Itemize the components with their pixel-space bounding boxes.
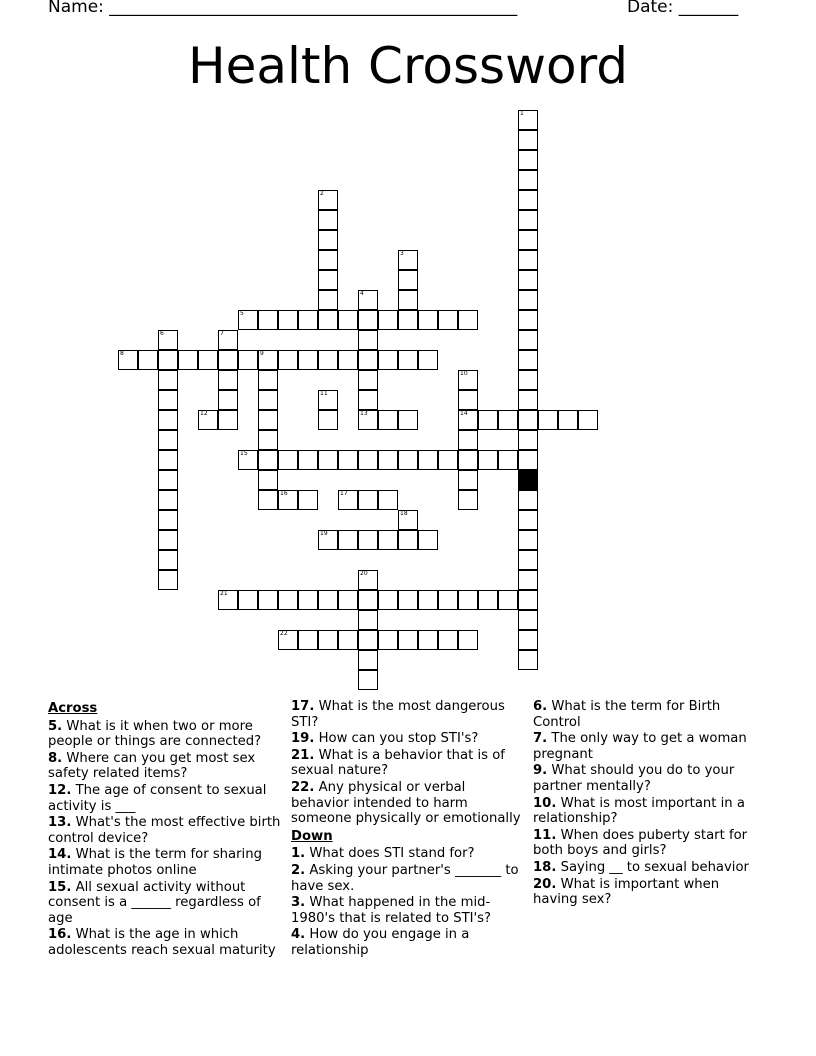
down-heading: Down	[291, 828, 333, 844]
grid-cell[interactable]	[478, 410, 498, 430]
clue-number: 10.	[533, 795, 557, 811]
clue-text: Asking your partner's _______ to have sex.	[291, 862, 519, 894]
grid-cell[interactable]	[158, 410, 178, 430]
grid-cell[interactable]	[518, 290, 538, 310]
grid-cell[interactable]	[258, 370, 278, 390]
clue-down-11	[533, 828, 765, 859]
grid-cell[interactable]	[218, 330, 238, 350]
grid-cell[interactable]	[298, 590, 318, 610]
grid-cell[interactable]	[118, 350, 138, 370]
cell-number: 1	[520, 110, 524, 117]
grid-cell[interactable]	[418, 310, 438, 330]
grid-cell[interactable]	[278, 630, 298, 650]
date-field-label[interactable]: Date: _______	[627, 0, 739, 17]
grid-cell[interactable]	[158, 470, 178, 490]
grid-cell[interactable]	[518, 450, 538, 470]
cell-number: 3	[400, 250, 404, 257]
grid-cell[interactable]	[338, 450, 358, 470]
grid-cell[interactable]	[498, 590, 518, 610]
clue-text: What happened in the mid-1980's that is related to STI's?	[291, 895, 492, 926]
grid-cell[interactable]	[458, 310, 478, 330]
clue-number: 14.	[48, 847, 72, 863]
grid-cell[interactable]	[158, 370, 178, 390]
clues-column-1	[48, 699, 284, 960]
grid-cell[interactable]	[418, 350, 438, 370]
grid-cell[interactable]	[458, 470, 478, 490]
grid-cell[interactable]	[278, 310, 298, 330]
grid-cell[interactable]	[458, 370, 478, 390]
grid-cell[interactable]	[298, 490, 318, 510]
grid-cell[interactable]	[398, 310, 418, 330]
cell-number: 6	[160, 330, 164, 337]
grid-cell[interactable]	[318, 290, 338, 310]
clue-text: What should you do to your partner mentally?	[533, 763, 735, 794]
clue-text: Any physical or verbal behavior intended to harm someone physically or emotionally	[291, 779, 521, 827]
grid-cell[interactable]	[518, 210, 538, 230]
grid-cell[interactable]	[278, 450, 298, 470]
clue-down-18	[533, 860, 765, 876]
clue-number: 3.	[291, 895, 306, 911]
clue-across-14	[48, 847, 284, 878]
grid-cell[interactable]	[318, 270, 338, 290]
grid-cell[interactable]	[358, 570, 378, 590]
grid-cell[interactable]	[438, 590, 458, 610]
grid-cell[interactable]	[478, 450, 498, 470]
grid-cell[interactable]	[258, 390, 278, 410]
clue-number: 5.	[48, 718, 63, 734]
name-field-label[interactable]: Name: ________________________________________________	[48, 0, 518, 17]
grid-cell[interactable]	[258, 590, 278, 610]
grid-cell[interactable]	[158, 490, 178, 510]
clue-across-22	[291, 780, 527, 827]
grid-cell[interactable]	[218, 370, 238, 390]
clue-text: What is it when two or more people or things are connected?	[48, 718, 262, 750]
grid-cell[interactable]	[578, 410, 598, 430]
grid-cell[interactable]	[398, 270, 418, 290]
grid-cell[interactable]	[258, 430, 278, 450]
grid-cell[interactable]	[278, 590, 298, 610]
grid-cell[interactable]	[518, 610, 538, 630]
grid-cell[interactable]	[378, 450, 398, 470]
clue-number: 20.	[533, 876, 557, 892]
clue-number: 15.	[48, 879, 72, 895]
clue-number: 22.	[291, 779, 315, 795]
clue-across-13	[48, 815, 284, 846]
grid-cell[interactable]	[338, 590, 358, 610]
grid-cell[interactable]	[218, 390, 238, 410]
grid-cell[interactable]	[338, 310, 358, 330]
grid-cell[interactable]	[418, 590, 438, 610]
grid-cell[interactable]	[318, 210, 338, 230]
grid-cell[interactable]	[318, 190, 338, 210]
clue-number: 7.	[533, 731, 548, 747]
grid-cell[interactable]	[358, 350, 378, 370]
clue-number: 9.	[533, 763, 548, 779]
grid-cell[interactable]	[158, 530, 178, 550]
grid-cell[interactable]	[358, 370, 378, 390]
clue-text: The age of consent to sexual activity is ___	[48, 782, 267, 814]
grid-cell[interactable]	[538, 410, 558, 430]
grid-cell[interactable]	[518, 590, 538, 610]
cell-number: 11	[320, 390, 328, 397]
grid-cell[interactable]	[358, 490, 378, 510]
cell-number: 22	[280, 630, 288, 637]
grid-cell[interactable]	[198, 350, 218, 370]
clue-text: What is most important in a relationship?	[533, 795, 745, 827]
grid-cell[interactable]	[518, 390, 538, 410]
clue-text: What is the most dangerous STI?	[291, 699, 505, 730]
clue-number: 2.	[291, 862, 306, 878]
grid-cell[interactable]	[398, 510, 418, 530]
clue-text: The only way to get a woman pregnant	[533, 731, 747, 762]
grid-cell[interactable]	[378, 350, 398, 370]
clue-text: Where can you get most sex safety related items?	[48, 750, 256, 782]
grid-cell[interactable]	[398, 290, 418, 310]
clue-text: What is a behavior that is of sexual nature?	[291, 747, 505, 779]
grid-cell[interactable]	[318, 530, 338, 550]
clue-number: 12.	[48, 782, 72, 798]
grid-cell[interactable]	[358, 410, 378, 430]
grid-cell[interactable]	[198, 410, 218, 430]
clue-down-2	[291, 863, 527, 894]
grid-cell[interactable]	[518, 230, 538, 250]
clue-text: What is the term for sharing intimate photos online	[48, 847, 262, 878]
grid-cell[interactable]	[458, 590, 478, 610]
grid-cell[interactable]	[218, 350, 238, 370]
grid-cell[interactable]	[518, 550, 538, 570]
clue-down-6	[533, 699, 765, 730]
grid-cell[interactable]	[498, 450, 518, 470]
grid-cell[interactable]	[158, 390, 178, 410]
grid-cell[interactable]	[518, 330, 538, 350]
grid-cell[interactable]	[458, 410, 478, 430]
clue-text: How can you stop STI's?	[318, 731, 479, 747]
cell-number: 14	[460, 410, 468, 417]
grid-cell[interactable]	[458, 450, 478, 470]
grid-cell[interactable]	[518, 570, 538, 590]
cell-number: 9	[260, 350, 264, 357]
grid-cell[interactable]	[318, 590, 338, 610]
grid-cell[interactable]	[178, 350, 198, 370]
clue-number: 19.	[291, 731, 315, 747]
grid-cell[interactable]	[358, 390, 378, 410]
grid-cell[interactable]	[558, 410, 578, 430]
grid-cell[interactable]	[398, 630, 418, 650]
clue-number: 18.	[533, 859, 557, 875]
grid-cell[interactable]	[158, 570, 178, 590]
grid-cell[interactable]	[258, 490, 278, 510]
grid-cell[interactable]	[158, 330, 178, 350]
grid-cell[interactable]	[298, 630, 318, 650]
grid-cell[interactable]	[358, 330, 378, 350]
grid-cell[interactable]	[458, 390, 478, 410]
clue-down-4	[291, 927, 527, 958]
clue-number: 6.	[533, 699, 548, 714]
grid-cell[interactable]	[138, 350, 158, 370]
grid-cell[interactable]	[158, 550, 178, 570]
clue-number: 4.	[291, 927, 306, 943]
grid-cell[interactable]	[298, 310, 318, 330]
grid-cell[interactable]	[378, 410, 398, 430]
grid-cell[interactable]	[318, 250, 338, 270]
grid-cell[interactable]	[498, 410, 518, 430]
clue-text: Saying __ to sexual behavior	[560, 859, 749, 875]
grid-cell[interactable]	[378, 630, 398, 650]
grid-cell[interactable]	[218, 410, 238, 430]
clue-number: 8.	[48, 750, 63, 766]
grid-cell[interactable]	[378, 530, 398, 550]
grid-cell[interactable]	[438, 310, 458, 330]
grid-cell[interactable]	[398, 410, 418, 430]
clue-text: What is the term for Birth Control	[533, 699, 721, 730]
clue-down-20	[533, 877, 765, 908]
grid-cell[interactable]	[438, 450, 458, 470]
clue-number: 21.	[291, 747, 315, 763]
across-heading: Across	[48, 701, 98, 716]
grid-cell[interactable]	[358, 630, 378, 650]
clue-number: 11.	[533, 827, 557, 843]
grid-cell[interactable]	[318, 230, 338, 250]
cell-number: 13	[360, 410, 368, 417]
cell-number: 12	[200, 410, 208, 417]
cell-number: 16	[280, 490, 288, 497]
grid-cell[interactable]	[458, 430, 478, 450]
grid-cell[interactable]	[518, 650, 538, 670]
clue-number: 17.	[291, 699, 315, 714]
grid-cell[interactable]	[358, 450, 378, 470]
grid-cell[interactable]	[518, 150, 538, 170]
grid-cell[interactable]	[518, 270, 538, 290]
grid-cell[interactable]	[418, 530, 438, 550]
grid-cell[interactable]	[298, 450, 318, 470]
cell-number: 10	[460, 370, 468, 377]
cell-number: 18	[400, 510, 408, 517]
grid-cell[interactable]	[238, 350, 258, 370]
grid-cell[interactable]	[218, 590, 238, 610]
black-square	[518, 470, 538, 490]
grid-cell[interactable]	[338, 530, 358, 550]
grid-cell[interactable]	[298, 350, 318, 370]
grid-cell[interactable]	[418, 630, 438, 650]
grid-cell[interactable]	[258, 410, 278, 430]
grid-cell[interactable]	[258, 470, 278, 490]
clue-text: What is important when having sex?	[533, 876, 720, 908]
grid-cell[interactable]	[518, 510, 538, 530]
grid-cell[interactable]	[418, 450, 438, 470]
grid-cell[interactable]	[318, 630, 338, 650]
grid-cell[interactable]	[518, 110, 538, 130]
clue-across-17	[291, 699, 527, 730]
grid-cell[interactable]	[318, 410, 338, 430]
clue-text: What does STI stand for?	[309, 846, 475, 862]
clue-text: When does puberty start for both boys and girls?	[533, 827, 748, 859]
grid-cell[interactable]	[398, 590, 418, 610]
grid-cell[interactable]	[318, 350, 338, 370]
grid-cell[interactable]	[338, 630, 358, 650]
grid-cell[interactable]	[378, 590, 398, 610]
cell-number: 17	[340, 490, 348, 497]
clue-number: 16.	[48, 927, 72, 943]
grid-cell[interactable]	[358, 670, 378, 690]
grid-cell[interactable]	[158, 430, 178, 450]
grid-cell[interactable]	[398, 530, 418, 550]
clue-across-21	[291, 748, 527, 779]
cell-number: 20	[360, 570, 368, 577]
grid-cell[interactable]	[318, 390, 338, 410]
grid-cell[interactable]	[458, 490, 478, 510]
cell-number: 15	[240, 450, 248, 457]
grid-cell[interactable]	[398, 350, 418, 370]
grid-cell[interactable]	[358, 290, 378, 310]
grid-cell[interactable]	[518, 190, 538, 210]
grid-cell[interactable]	[358, 590, 378, 610]
clue-down-10	[533, 796, 765, 827]
grid-cell[interactable]	[278, 490, 298, 510]
grid-cell[interactable]	[318, 450, 338, 470]
clue-text: What's the most effective birth control device?	[48, 815, 281, 846]
grid-cell[interactable]	[438, 630, 458, 650]
page-title: Health Crossword	[187, 37, 629, 95]
grid-cell[interactable]	[258, 450, 278, 470]
clue-number: 13.	[48, 815, 72, 831]
grid-cell[interactable]	[518, 170, 538, 190]
grid-cell[interactable]	[258, 350, 278, 370]
grid-cell[interactable]	[518, 410, 538, 430]
cell-number: 19	[320, 530, 328, 537]
grid-cell[interactable]	[518, 490, 538, 510]
grid-cell[interactable]	[338, 490, 358, 510]
grid-cell[interactable]	[358, 310, 378, 330]
clue-across-16	[48, 927, 284, 958]
cell-number: 2	[320, 190, 324, 197]
grid-cell[interactable]	[238, 590, 258, 610]
grid-cell[interactable]	[518, 350, 538, 370]
grid-cell[interactable]	[338, 350, 358, 370]
grid-cell[interactable]	[378, 310, 398, 330]
grid-cell[interactable]	[358, 650, 378, 670]
grid-cell[interactable]	[398, 450, 418, 470]
grid-cell[interactable]	[518, 250, 538, 270]
grid-cell[interactable]	[158, 450, 178, 470]
grid-cell[interactable]	[518, 130, 538, 150]
grid-cell[interactable]	[518, 310, 538, 330]
grid-cell[interactable]	[238, 310, 258, 330]
grid-cell[interactable]	[478, 590, 498, 610]
clue-across-15	[48, 880, 284, 927]
cell-number: 21	[220, 590, 228, 597]
cell-number: 8	[120, 350, 124, 357]
clue-across-12	[48, 783, 284, 814]
cell-number: 7	[220, 330, 224, 337]
clue-across-8	[48, 751, 284, 782]
grid-cell[interactable]	[158, 510, 178, 530]
grid-cell[interactable]	[518, 530, 538, 550]
clue-text: How do you engage in a relationship	[291, 927, 470, 958]
grid-cell[interactable]	[358, 530, 378, 550]
cell-number: 5	[240, 310, 244, 317]
grid-cell[interactable]	[398, 250, 418, 270]
grid-cell[interactable]	[358, 610, 378, 630]
grid-cell[interactable]	[458, 630, 478, 650]
clue-down-9	[533, 763, 765, 794]
grid-cell[interactable]	[258, 310, 278, 330]
grid-cell[interactable]	[518, 630, 538, 650]
grid-cell[interactable]	[238, 450, 258, 470]
grid-cell[interactable]	[158, 350, 178, 370]
grid-cell[interactable]	[278, 350, 298, 370]
clue-down-1	[291, 846, 527, 862]
clues-column-2	[291, 699, 527, 960]
clue-text: All sexual activity without consent is a ______ regardless of age	[48, 879, 261, 926]
clue-number: 1.	[291, 846, 306, 862]
cell-number: 4	[360, 290, 364, 297]
clue-across-19	[291, 731, 527, 747]
grid-cell[interactable]	[378, 490, 398, 510]
clues-column-3	[533, 699, 765, 909]
clue-down-7	[533, 731, 765, 762]
grid-cell[interactable]	[318, 310, 338, 330]
grid-cell[interactable]	[518, 370, 538, 390]
grid-cell[interactable]	[518, 430, 538, 450]
clue-across-5	[48, 719, 284, 750]
clue-down-3	[291, 895, 527, 926]
clue-text: What is the age in which adolescents reach sexual maturity	[48, 927, 276, 958]
